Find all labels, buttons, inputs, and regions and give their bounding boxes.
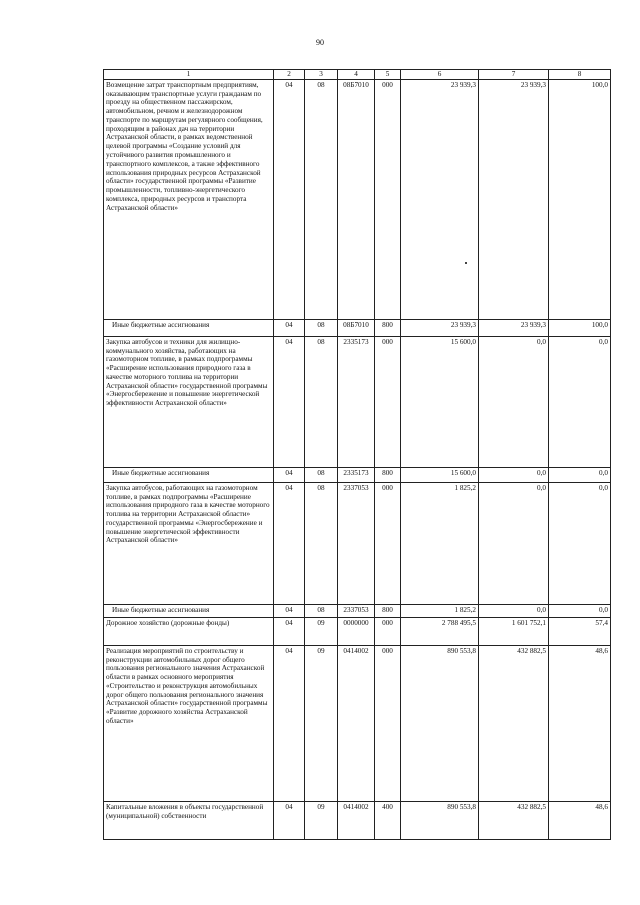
cell-actual: 0,0 <box>479 336 549 467</box>
column-header: 6 <box>401 70 479 80</box>
cell-percent: 100,0 <box>549 319 611 336</box>
cell-percent: 100,0 <box>549 79 611 319</box>
column-header: 3 <box>305 70 338 80</box>
cell-plan: 890 553,8 <box>401 645 479 801</box>
cell-percent: 48,6 <box>549 801 611 839</box>
scan-speck <box>465 262 467 264</box>
cell-plan: 23 939,3 <box>401 79 479 319</box>
table-row <box>104 801 611 839</box>
column-header: 2 <box>274 70 305 80</box>
cell-percent: 57,4 <box>549 617 611 645</box>
table-row <box>104 336 611 467</box>
cell-section: 04 <box>274 482 305 604</box>
table-row <box>104 604 611 617</box>
cell-target-article: 08Б7010 <box>338 319 375 336</box>
table-row <box>104 319 611 336</box>
cell-target-article: 2337053 <box>338 482 375 604</box>
cell-actual: 1 601 752,1 <box>479 617 549 645</box>
budget-table <box>103 69 611 840</box>
row-name: Закупка автобусов, работающих на газомоторном топливе, в рамках подпрограммы «Расширение использования природного газа в качестве моторного топлива на территории Астраханской области» государственной программы «Энергосбережение и повышение энергетической эффективности Астраханской области» <box>104 482 274 604</box>
cell-plan: 1 825,2 <box>401 604 479 617</box>
table-header-row <box>104 70 611 80</box>
cell-subsection: 09 <box>305 645 338 801</box>
cell-subsection: 08 <box>305 604 338 617</box>
cell-section: 04 <box>274 645 305 801</box>
cell-section: 04 <box>274 79 305 319</box>
cell-section: 04 <box>274 319 305 336</box>
cell-expense-type: 000 <box>375 336 401 467</box>
cell-subsection: 08 <box>305 482 338 604</box>
table-row <box>104 79 611 319</box>
row-name: Иные бюджетные ассигнования <box>104 319 274 336</box>
cell-expense-type: 000 <box>375 79 401 319</box>
cell-actual: 0,0 <box>479 467 549 482</box>
cell-actual: 23 939,3 <box>479 79 549 319</box>
cell-expense-type: 000 <box>375 645 401 801</box>
cell-expense-type: 800 <box>375 604 401 617</box>
cell-percent: 0,0 <box>549 604 611 617</box>
table-row <box>104 645 611 801</box>
cell-plan: 890 553,8 <box>401 801 479 839</box>
row-name: Иные бюджетные ассигнования <box>104 467 274 482</box>
cell-section: 04 <box>274 617 305 645</box>
row-name: Закупка автобусов и техники для жилищно-коммунального хозяйства, работающих на газомоторном топливе, в рамках подпрограммы «Расширение использования природного газа в качестве моторного топлива на территории Астраханской области» государственной программы «Энергосбережение и повышение энергетической эффективности Астраханской области» <box>104 336 274 467</box>
cell-plan: 2 788 495,5 <box>401 617 479 645</box>
cell-section: 04 <box>274 336 305 467</box>
column-header: 8 <box>549 70 611 80</box>
cell-plan: 15 600,0 <box>401 336 479 467</box>
table-row <box>104 482 611 604</box>
cell-plan: 23 939,3 <box>401 319 479 336</box>
cell-subsection: 09 <box>305 617 338 645</box>
cell-expense-type: 800 <box>375 319 401 336</box>
cell-expense-type: 000 <box>375 482 401 604</box>
cell-actual: 432 882,5 <box>479 645 549 801</box>
column-header: 1 <box>104 70 274 80</box>
cell-actual: 0,0 <box>479 604 549 617</box>
table-row <box>104 467 611 482</box>
cell-target-article: 2337053 <box>338 604 375 617</box>
cell-percent: 0,0 <box>549 336 611 467</box>
row-name: Иные бюджетные ассигнования <box>104 604 274 617</box>
cell-plan: 1 825,2 <box>401 482 479 604</box>
row-name: Возмещение затрат транспортным предприятиям, оказывающим транспортные услуги гражданам по проезду на общественном пассажирском, автомобильном, речном и железнодорожном транспорте по маршрутам регулярного сообщения, проходящим в районах дач на территории Астраханской области, в рамках ведомственной целевой программы «Создание условий для устойчивого развития промышленного и транспортного комплексов, а также эффективного использования природных ресурсов Астраханской области» государственной программы «Развитие промышленности, топливно-энергетического комплекса, природных ресурсов и транспорта Астраханской области» <box>104 79 274 319</box>
column-header: 5 <box>375 70 401 80</box>
cell-subsection: 08 <box>305 336 338 467</box>
cell-expense-type: 400 <box>375 801 401 839</box>
row-name: Капитальные вложения в объекты государственной (муниципальной) собственности <box>104 801 274 839</box>
cell-percent: 0,0 <box>549 467 611 482</box>
column-header: 4 <box>338 70 375 80</box>
table-row <box>104 617 611 645</box>
cell-plan: 15 600,0 <box>401 467 479 482</box>
cell-target-article: 0414002 <box>338 801 375 839</box>
cell-section: 04 <box>274 604 305 617</box>
cell-target-article: 2335173 <box>338 336 375 467</box>
cell-section: 04 <box>274 801 305 839</box>
cell-actual: 432 882,5 <box>479 801 549 839</box>
column-header: 7 <box>479 70 549 80</box>
row-name: Реализация мероприятий по строительству и реконструкции автомобильных дорог общего пользования регионального значения Астраханской области в рамках основного мероприятия «Строительство и реконструкция автомобильных дорог общего пользования регионального значения Астраханской области» государственной программы «Развитие дорожного хозяйства Астраханской области» <box>104 645 274 801</box>
cell-target-article: 08Б7010 <box>338 79 375 319</box>
cell-target-article: 2335173 <box>338 467 375 482</box>
cell-target-article: 0000000 <box>338 617 375 645</box>
cell-subsection: 08 <box>305 319 338 336</box>
cell-expense-type: 000 <box>375 617 401 645</box>
cell-subsection: 08 <box>305 79 338 319</box>
cell-actual: 23 939,3 <box>479 319 549 336</box>
cell-actual: 0,0 <box>479 482 549 604</box>
cell-percent: 0,0 <box>549 482 611 604</box>
cell-percent: 48,6 <box>549 645 611 801</box>
cell-subsection: 09 <box>305 801 338 839</box>
page-number: 90 <box>316 38 324 47</box>
cell-subsection: 08 <box>305 467 338 482</box>
cell-target-article: 0414002 <box>338 645 375 801</box>
cell-expense-type: 800 <box>375 467 401 482</box>
row-name: Дорожное хозяйство (дорожные фонды) <box>104 617 274 645</box>
cell-section: 04 <box>274 467 305 482</box>
